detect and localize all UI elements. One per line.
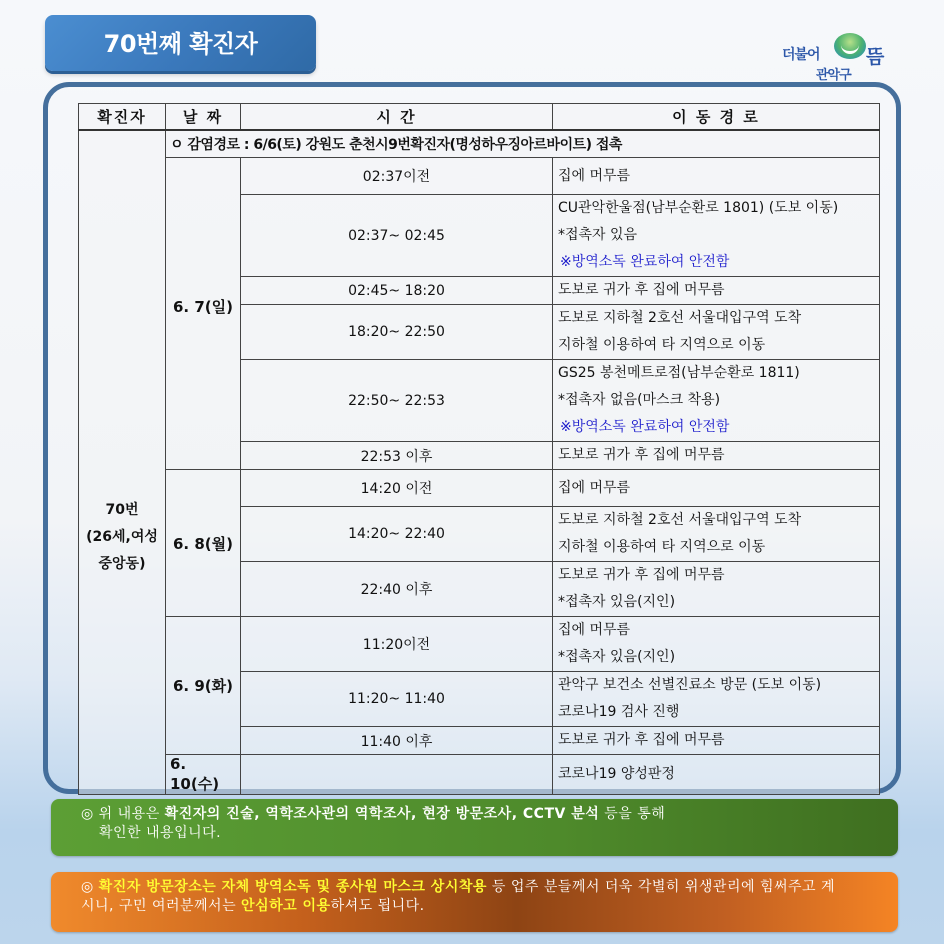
time-cell: 22:53 이후 xyxy=(241,442,553,470)
route-text: 도보로 지하철 2호선 서울대입구역 도착 xyxy=(558,512,802,528)
time-cell: 14:20~ 22:40 xyxy=(241,507,553,562)
table-header-row xyxy=(79,104,880,131)
route-cell xyxy=(553,470,880,507)
route-text: CU관악한울점(남부순환로 1801) (도보 이동) xyxy=(558,200,839,216)
route-cell xyxy=(553,195,880,277)
date-label: 6. 7(일) xyxy=(173,298,233,316)
infection-route-row xyxy=(79,130,880,158)
route-text: 코로나19 양성판정 xyxy=(558,766,675,782)
route-text: 집에 머무름 xyxy=(558,167,631,184)
patient-age-sex: (26세,여성 xyxy=(86,529,158,545)
gwanak-logo xyxy=(782,30,900,86)
page-title-banner xyxy=(45,15,316,71)
column-header-patient: 확진자 xyxy=(79,104,166,131)
notice-prefix: ◎ 위 내용은 xyxy=(81,806,165,822)
date-cell: 6. 10(수) xyxy=(166,755,241,795)
notice-line2-post: 하셔도 됩니다. xyxy=(330,898,425,914)
route-cell xyxy=(553,277,880,305)
date-cell xyxy=(166,158,241,470)
time-cell: 18:20~ 22:50 xyxy=(241,305,553,360)
time-cell: 02:45~ 18:20 xyxy=(241,277,553,305)
table-row xyxy=(79,470,880,507)
route-text: 도보로 지하철 2호선 서울대입구역 도착 xyxy=(558,310,802,326)
route-text: 도보로 귀가 후 집에 머무름 xyxy=(558,567,725,583)
route-text: 지하철 이용하여 타 지역으로 이동 xyxy=(558,337,766,353)
time-cell: 11:40 이후 xyxy=(241,727,553,755)
page-title: 70번째 확진자 xyxy=(103,29,258,58)
patient-dong: 중앙동) xyxy=(98,556,146,572)
time-cell: 11:20~ 11:40 xyxy=(241,672,553,727)
time-cell: 02:37~ 02:45 xyxy=(241,195,553,277)
route-text: 도보로 귀가 후 집에 머무름 xyxy=(558,282,725,298)
route-text: *접촉자 있음(지인) xyxy=(558,649,676,665)
route-cell xyxy=(553,755,880,795)
route-text: *접촉자 있음(지인) xyxy=(558,594,676,610)
route-text: 도보로 귀가 후 집에 머무름 xyxy=(558,447,725,463)
disinfection-note: ※방역소독 완료하여 안전함 xyxy=(560,254,730,270)
movement-route-table xyxy=(78,103,880,795)
time-cell: 22:40 이후 xyxy=(241,562,553,617)
route-text: *접촉자 있음 xyxy=(558,227,638,243)
notice-line2-pre: 시니, 구민 여러분께서는 xyxy=(81,898,242,914)
notice-mid: 등 업주 분들께서 더욱 각별히 위생관리에 힘써주고 계 xyxy=(486,879,836,895)
logo-text-3: 뜸 xyxy=(866,46,885,68)
route-text: *접촉자 없음(마스크 착용) xyxy=(558,392,721,408)
column-header-date: 날 짜 xyxy=(166,104,241,131)
route-text: 도보로 귀가 후 집에 머무름 xyxy=(558,732,725,748)
patient-number: 70번 xyxy=(105,502,139,518)
date-cell: 6. 9(화) xyxy=(166,617,241,755)
notice-sources: 확진자의 진술, 역학조사관의 역학조사, 현장 방문조사, CCTV 분석 xyxy=(164,806,600,822)
route-cell xyxy=(553,507,880,562)
route-cell xyxy=(553,617,880,672)
route-text: 관악구 보건소 선별진료소 방문 (도보 이동) xyxy=(558,677,822,693)
time-cell xyxy=(241,755,553,795)
time-cell: 22:50~ 22:53 xyxy=(241,360,553,442)
route-cell xyxy=(553,727,880,755)
table-row xyxy=(79,755,880,795)
route-cell xyxy=(553,158,880,195)
route-text: 집에 머무름 xyxy=(558,479,631,496)
table-row xyxy=(79,617,880,672)
column-header-time: 시 간 xyxy=(241,104,553,131)
infection-route: ㅇ 감염경로 : 6/6(토) 강원도 춘천시9번확진자(명성하우징아르바이트) 접촉 xyxy=(166,130,880,158)
notice-prefix: ◎ xyxy=(81,879,99,895)
route-cell xyxy=(553,672,880,727)
route-text: 집에 머무름 xyxy=(558,622,631,638)
route-text: 지하철 이용하여 타 지역으로 이동 xyxy=(558,539,766,555)
route-cell xyxy=(553,360,880,442)
smile-logo-icon xyxy=(834,33,866,59)
disinfection-note: ※방역소독 완료하여 안전함 xyxy=(560,419,730,435)
route-cell xyxy=(553,442,880,470)
table-row xyxy=(79,158,880,195)
safety-notice xyxy=(51,872,898,932)
notice-mid: 등을 통해 xyxy=(599,806,666,822)
notice-line2: 확인한 내용입니다. xyxy=(99,825,222,841)
logo-text-1: 더불어 xyxy=(782,47,820,63)
route-text: GS25 봉천메트로점(남부순환로 1811) xyxy=(558,365,800,381)
notice-highlight-disinfection: 확진자 방문장소는 자체 방역소독 및 종사원 마스크 상시착용 xyxy=(98,879,487,895)
patient-cell xyxy=(79,130,166,795)
time-cell: 14:20 이전 xyxy=(241,470,553,507)
time-cell: 11:20이전 xyxy=(241,617,553,672)
route-cell xyxy=(553,562,880,617)
source-notice xyxy=(51,799,898,856)
route-cell xyxy=(553,305,880,360)
logo-text-2: 관악구 xyxy=(816,68,851,83)
date-cell: 6. 8(월) xyxy=(166,470,241,617)
notice-highlight-safe: 안심하고 이용 xyxy=(241,898,331,914)
time-cell: 02:37이전 xyxy=(241,158,553,195)
column-header-route: 이 동 경 로 xyxy=(553,104,880,131)
route-text: 코로나19 검사 진행 xyxy=(558,704,680,720)
